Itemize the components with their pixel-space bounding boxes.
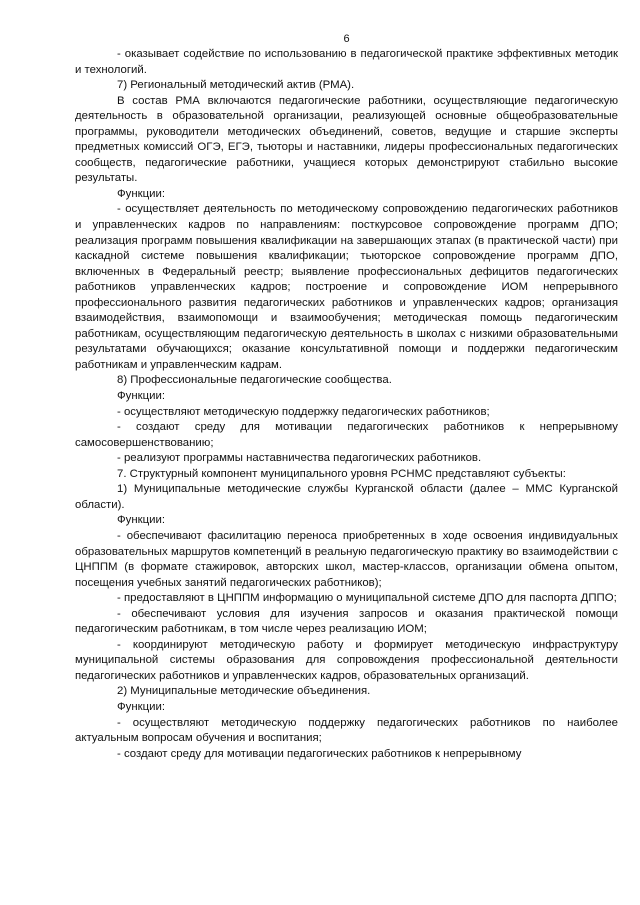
paragraph-bullet-mmo-motivation: - создают среду для мотивации педагогических работников к непрерывному xyxy=(117,747,522,760)
paragraph-bullet-support: - осуществляют методическую поддержку педагогических работников; xyxy=(117,405,490,418)
paragraph-functions-label: Функции: xyxy=(117,390,166,403)
paragraph-rma-composition: В состав РМА включаются педагогические работники, осуществляющие педагогическую деятельность в образовательной организации, реализующей основные общеобразовательные программы, руководители методических объединений, советов, ведущие и старшие эксперты предметных комиссий ОГЭ, ЕГЭ, тьюторы и наставники, лидеры профессиональных педагогических сообществ, педагогические работники, учащиеся которых демонстрируют стабильно высокие результаты. xyxy=(75,94,618,185)
paragraph-municipal-level: 7. Структурный компонент муниципального уровня РСНМС представляют субъекты: xyxy=(117,467,566,480)
document-body xyxy=(75,47,618,762)
paragraph-functions-label: Функции: xyxy=(117,700,166,713)
paragraph-bullet-mentoring: - реализуют программы наставничества педагогических работников. xyxy=(117,452,482,465)
paragraph-bullet-motivation: - создают среду для мотивации педагогических работников к непрерывному самосовершенствованию; xyxy=(75,421,618,449)
paragraph-bullet-coordination: - координируют методическую работу и формирует методическую инфраструктуру муниципальной системы образования для сопровождения профессиональной деятельности педагогических работников и управленческих кадров, образовательных организаций. xyxy=(75,638,618,682)
paragraph-mmo-heading: 2) Муниципальные методические объединения. xyxy=(117,685,371,698)
paragraph-rma-heading: 7) Региональный методический актив (РМА). xyxy=(117,79,355,92)
paragraph-bullet-facilitation: - обеспечивают фасилитацию переноса приобретенных в ходе освоения индивидуальных образовательных маршрутов компетенций в реальную педагогическую практику во взаимодействии с ЦНППМ (в формате стажировок, авторских школ, мастер-классов, организации обмена опытом, посещения учебных занятий педагогических работников); xyxy=(75,529,618,589)
paragraph-mms-heading: 1) Муниципальные методические службы Курганской области (далее – ММС Курганской области). xyxy=(75,483,618,511)
paragraph-bullet-info: - предоставляют в ЦНППМ информацию о муниципальной системе ДПО для паспорта ДППО; xyxy=(117,592,617,605)
page-number: 6 xyxy=(343,33,350,45)
paragraph-bullet-conditions: - обеспечивают условия для изучения запросов и оказания практической помощи педагогическим работникам, в том числе через реализацию ИОМ; xyxy=(75,607,618,636)
paragraph-rma-function: - осуществляет деятельность по методическому сопровождению педагогических работников и управленческих кадров по направлениям: посткурсовое сопровождение программ ДПО; реализация программ повышения квалификации на завершающих этапах (в практической части) при каскадной системе повышения квалификации; тьюторское сопровождение программ ДПО, включенных в Федеральный реестр; выявление профессиональных дефицитов педагогических работников управленческих кадров; построение и сопровождение ИОМ непрерывного профессионального развития педагогических работников и управленческих кадров; организация взаимодействия, взаимопомощи и взаимообучения; методическая помощь педагогическим работникам, осуществляющим педагогическую деятельность в школах с низкими образовательными результатами обучающихся; оказание консультативной помощи и поддержки педагогическим работникам и управленческим кадрам. xyxy=(75,203,618,371)
paragraph-communities-heading: 8) Профессиональные педагогические сообщества. xyxy=(117,374,392,387)
paragraph-bullet-methods: - оказывает содействие по использованию в педагогической практике эффективных методик и технологий. xyxy=(75,48,618,76)
paragraph-functions-label: Функции: xyxy=(117,514,166,527)
paragraph-functions-label: Функции: xyxy=(117,187,166,200)
paragraph-bullet-mmo-support: - осуществляют методическую поддержку педагогических работников по наиболее актуальным вопросам обучения и воспитания; xyxy=(75,716,618,745)
